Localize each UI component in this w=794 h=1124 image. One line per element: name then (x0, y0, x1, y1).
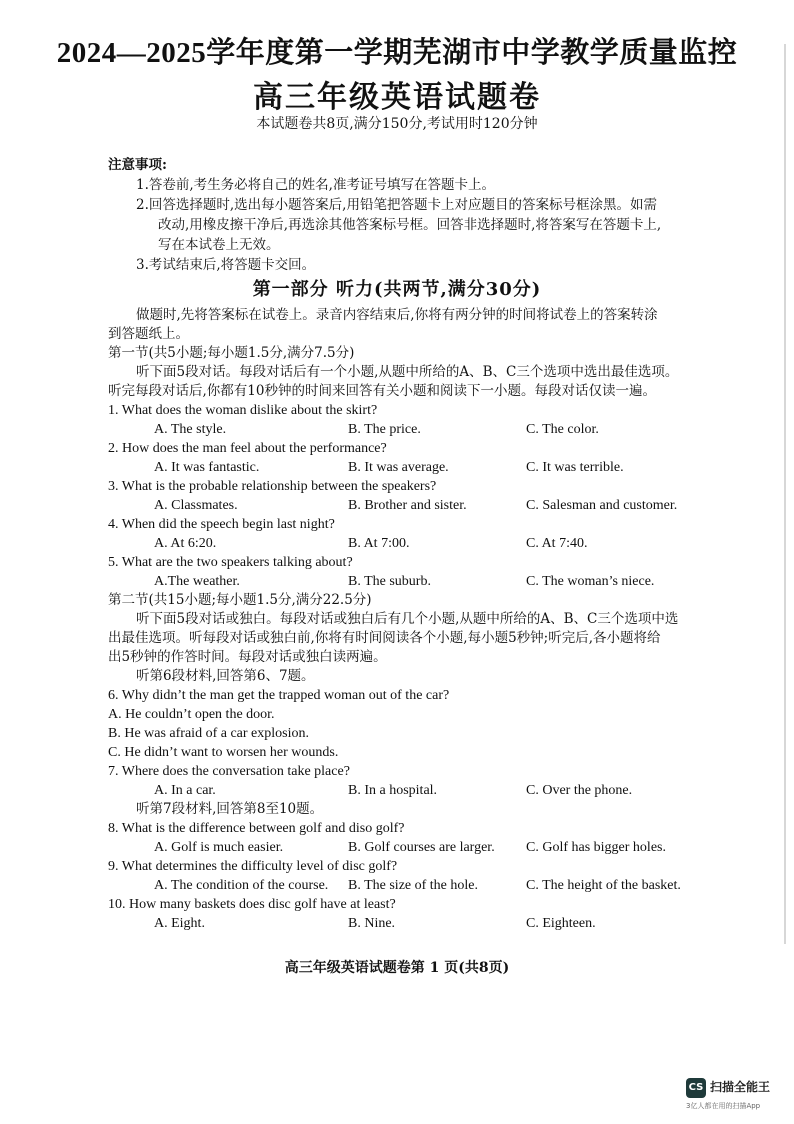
question-5: 5. What are the two speakers talking about? (108, 555, 353, 570)
notes-block (108, 155, 661, 275)
question-7-options (108, 781, 768, 800)
option-b: B. At 7:00. (348, 536, 410, 551)
note-item-1: 1.答卷前,考生务必将自己的姓名,准考证号填写在答题卡上。 (136, 177, 495, 193)
option-b: B. The size of the hole. (348, 878, 478, 893)
option-c: C. He didn’t want to worsen her wounds. (108, 745, 339, 760)
option-a: A. The condition of the course. (154, 878, 329, 893)
option-b: B. He was afraid of a car explosion. (108, 726, 309, 741)
option-c: C. The color. (526, 422, 599, 437)
question-9: 9. What determines the difficulty level of disc golf? (108, 859, 398, 874)
note-item-2-line1: 2.回答选择题时,选出每小题答案后,用铅笔把答题卡上对应题目的答案标号框涂黑。如需 (136, 197, 657, 213)
listening-section (108, 306, 768, 933)
section1-intro-line2: 听完每段对话后,你都有10秒钟的时间来回答有关小题和阅读下一小题。每段对话仅读一遍。 (108, 383, 656, 399)
section2-intro-line3: 出5秒钟的作答时间。每段对话或独白读两遍。 (108, 649, 387, 665)
option-b: B. Nine. (348, 916, 396, 931)
question-2-options (108, 458, 768, 477)
option-b: B. Golf courses are larger. (348, 840, 495, 855)
question-6: 6. Why didn’t the man get the trapped woman out of the car? (108, 688, 450, 703)
option-b: B. The suburb. (348, 574, 431, 589)
option-b: B. It was average. (348, 460, 449, 475)
question-10: 10. How many baskets does disc golf have at least? (108, 897, 396, 912)
scan-edge-line (784, 44, 786, 944)
option-a: A. In a car. (154, 783, 216, 798)
option-c: C. Salesman and customer. (526, 498, 678, 513)
note-item-2-line3: 写在本试卷上无效。 (158, 237, 280, 253)
section1-intro-line1: 听下面5段对话。每段对话后有一个小题,从题中所给的A、B、C三个选项中选出最佳选项。 (136, 364, 679, 380)
question-3: 3. What is the probable relationship between the speakers? (108, 479, 437, 494)
option-a: A.The weather. (154, 574, 240, 589)
notes-heading: 注意事项: (108, 157, 167, 173)
camscanner-logo-icon: CS (686, 1078, 706, 1098)
material-7-instruction: 听第7段材料,回答第8至10题。 (136, 801, 324, 817)
material-6-instruction: 听第6段材料,回答第6、7题。 (136, 668, 315, 684)
question-9-options (108, 876, 768, 895)
exam-title-line2: 高三年级英语试题卷 (253, 80, 541, 115)
question-8: 8. What is the difference between golf and diso golf? (108, 821, 405, 836)
option-c: C. The woman’s niece. (526, 574, 655, 589)
option-c: C. Over the phone. (526, 783, 633, 798)
question-4: 4. When did the speech begin last night? (108, 517, 335, 532)
option-a: A. The style. (154, 422, 227, 437)
note-item-2-line2: 改动,用橡皮擦干净后,再选涂其他答案标号框。回答非选择题时,将答案写在答题卡上, (158, 217, 662, 233)
exam-title-line1: 2024—2025学年度第一学期芜湖市中学教学质量监控 (56, 37, 738, 69)
option-a: A. It was fantastic. (154, 460, 260, 475)
option-b: B. The price. (348, 422, 421, 437)
option-c: C. Golf has bigger holes. (526, 840, 666, 855)
option-a: A. Classmates. (154, 498, 238, 513)
option-c: C. Eighteen. (526, 916, 596, 931)
question-5-options (108, 572, 768, 591)
section2-intro-line2: 出最佳选项。听每段对话或独白前,你将有时间阅读各个小题,每小题5秒钟;听完后,各小题将给 (108, 630, 661, 646)
option-c: C. It was terrible. (526, 460, 624, 475)
option-b: B. Brother and sister. (348, 498, 467, 513)
part1-title: 第一部分 听力(共两节,满分30分) (252, 279, 542, 300)
section2-intro-line1: 听下面5段对话或独白。每段对话或独白后有几个小题,从题中所给的A、B、C三个选项中选 (136, 611, 679, 627)
question-1: 1. What does the woman dislike about the skirt? (108, 403, 378, 418)
option-a: A. At 6:20. (154, 536, 217, 551)
question-7: 7. Where does the conversation take place? (108, 764, 350, 779)
page-footer: 高三年级英语试题卷第 1 页(共8页) (284, 960, 510, 976)
section2-heading: 第二节(共15小题;每小题1.5分,满分22.5分) (108, 592, 372, 608)
question-2: 2. How does the man feel about the performance? (108, 441, 387, 456)
question-8-options (108, 838, 768, 857)
option-c: C. At 7:40. (526, 536, 588, 551)
option-c: C. The height of the basket. (526, 878, 681, 893)
section1-heading: 第一节(共5小题;每小题1.5分,满分7.5分) (108, 345, 355, 361)
camscanner-tagline: 3亿人都在用的扫描App (686, 1102, 761, 1110)
question-3-options (108, 496, 768, 515)
note-item-3: 3.考试结束后,将答题卡交回。 (136, 257, 316, 273)
option-a: A. Golf is much easier. (154, 840, 284, 855)
camscanner-name: 扫描全能王 (710, 1080, 771, 1094)
question-4-options (108, 534, 768, 553)
option-a: A. Eight. (154, 916, 205, 931)
part1-intro-line2: 到答题纸上。 (108, 326, 189, 342)
exam-subtitle: 本试题卷共8页,满分150分,考试用时120分钟 (256, 116, 538, 132)
option-b: B. In a hospital. (348, 783, 438, 798)
option-a: A. He couldn’t open the door. (108, 707, 275, 722)
part1-intro-line1: 做题时,先将答案标在试卷上。录音内容结束后,你将有两分钟的时间将试卷上的答案转涂 (136, 307, 658, 323)
question-1-options (108, 420, 768, 439)
question-10-options (108, 914, 768, 933)
